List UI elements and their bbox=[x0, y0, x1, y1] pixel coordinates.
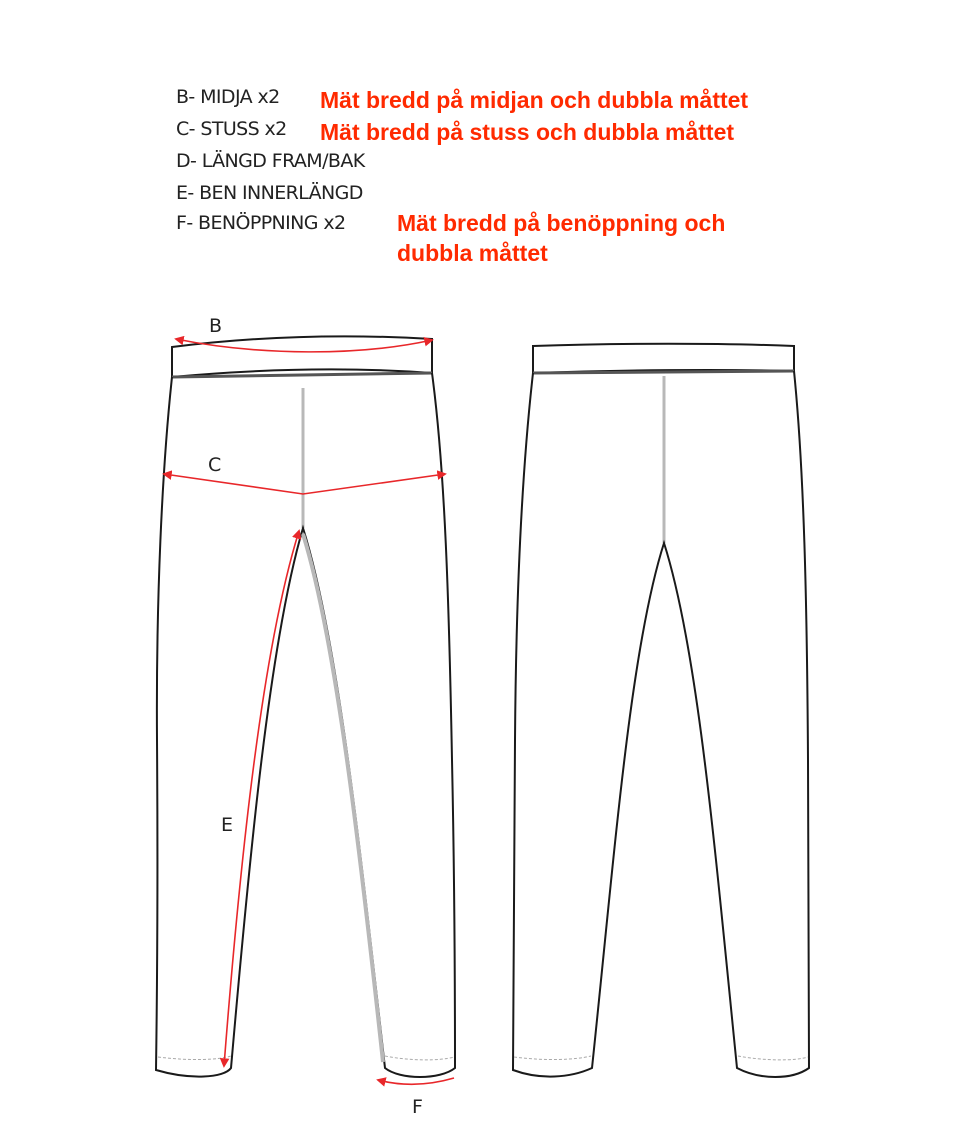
legend-code-b: B- MIDJA x2 bbox=[176, 86, 280, 108]
legend-code-d: D- LÄNGD FRAM/BAK bbox=[176, 150, 365, 172]
back-view bbox=[513, 344, 809, 1077]
label-f: F bbox=[412, 1096, 423, 1118]
label-b: B bbox=[209, 315, 223, 337]
legend-note-c: Mät bredd på stuss och dubbla måttet bbox=[320, 119, 735, 145]
front-waistband bbox=[172, 336, 432, 377]
measure-line-f bbox=[378, 1078, 454, 1084]
label-c: C bbox=[208, 454, 222, 476]
label-e: E bbox=[221, 814, 234, 836]
back-waistband-seam bbox=[533, 371, 794, 373]
legend-code-c: C- STUSS x2 bbox=[176, 118, 287, 140]
measure-line-e bbox=[224, 531, 299, 1066]
legend-note-f-line2: dubbla måttet bbox=[397, 240, 548, 266]
front-view bbox=[156, 315, 455, 1118]
legend-code-e: E- BEN INNERLÄNGD bbox=[176, 182, 363, 204]
back-leg-outline bbox=[513, 371, 809, 1077]
legend-code-f: F- BENÖPPNING x2 bbox=[176, 212, 346, 234]
legend-note-b: Mät bredd på midjan och dubbla måttet bbox=[320, 87, 749, 113]
back-waistband bbox=[533, 344, 794, 373]
legend-note-f: Mät bredd på benöppning och bbox=[397, 210, 726, 236]
inseam-highlight bbox=[303, 534, 383, 1062]
back-right-hem-stitch bbox=[738, 1056, 808, 1060]
front-right-hem-stitch bbox=[385, 1056, 454, 1060]
front-left-hem-stitch bbox=[158, 1056, 231, 1060]
back-left-hem-stitch bbox=[514, 1056, 591, 1060]
